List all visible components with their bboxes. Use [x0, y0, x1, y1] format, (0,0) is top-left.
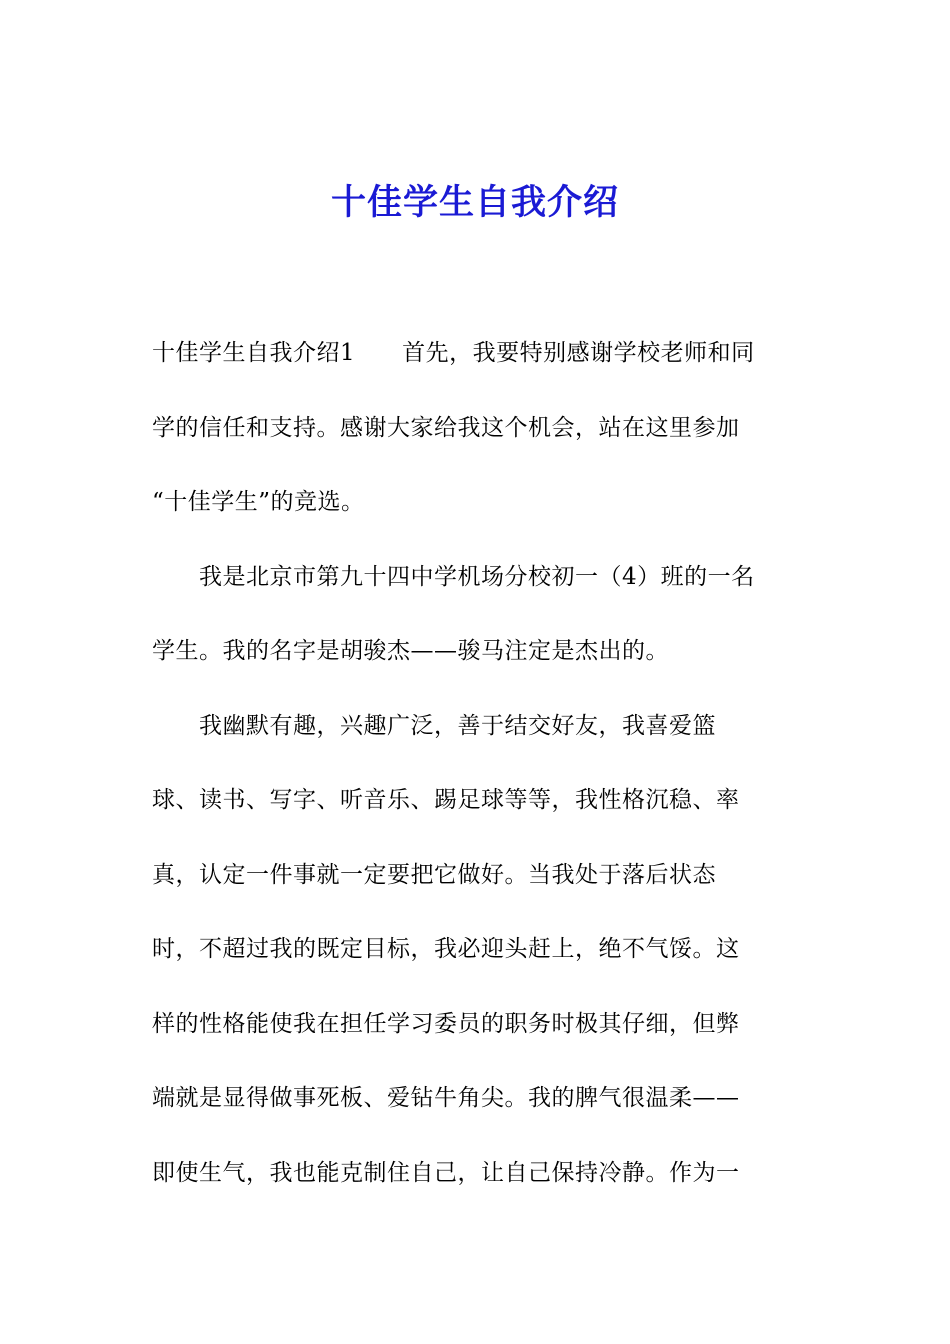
document-title: 十佳学生自我介绍 [330, 182, 619, 223]
body-line: 我幽默有趣，兴趣广泛，善于结交好友，我喜爱篮 [152, 712, 716, 739]
body-line: 我是北京市第九十四中学机场分校初一（4）班的一名 [152, 563, 755, 590]
body-line: 样的性格能使我在担任学习委员的职务时极其仔细，但弊 [152, 1010, 740, 1037]
document-body [152, 333, 812, 1227]
body-line: 时，不超过我的既定目标，我必迎头赶上，绝不气馁。这 [152, 936, 740, 962]
body-line: 学生。我的名字是胡骏杰——骏马注定是杰出的。 [152, 638, 669, 664]
body-line: 十佳学生自我介绍1 首先，我要特别感谢学校老师和同 [152, 340, 755, 366]
body-line: 学的信任和支持。感谢大家给我这个机会，站在这里参加 [152, 414, 740, 441]
body-line: 真，认定一件事就一定要把它做好。当我处于落后状态 [152, 861, 716, 888]
body-line: 球、读书、写字、听音乐、踢足球等等，我性格沉稳、率 [152, 787, 740, 813]
body-line: “十佳学生”的竞选。 [152, 489, 365, 515]
body-line: 即使生气，我也能克制住自己，让自己保持冷静。作为一 [152, 1159, 740, 1186]
body-line: 端就是显得做事死板、爱钻牛角尖。我的脾气很温柔—— [152, 1085, 740, 1111]
